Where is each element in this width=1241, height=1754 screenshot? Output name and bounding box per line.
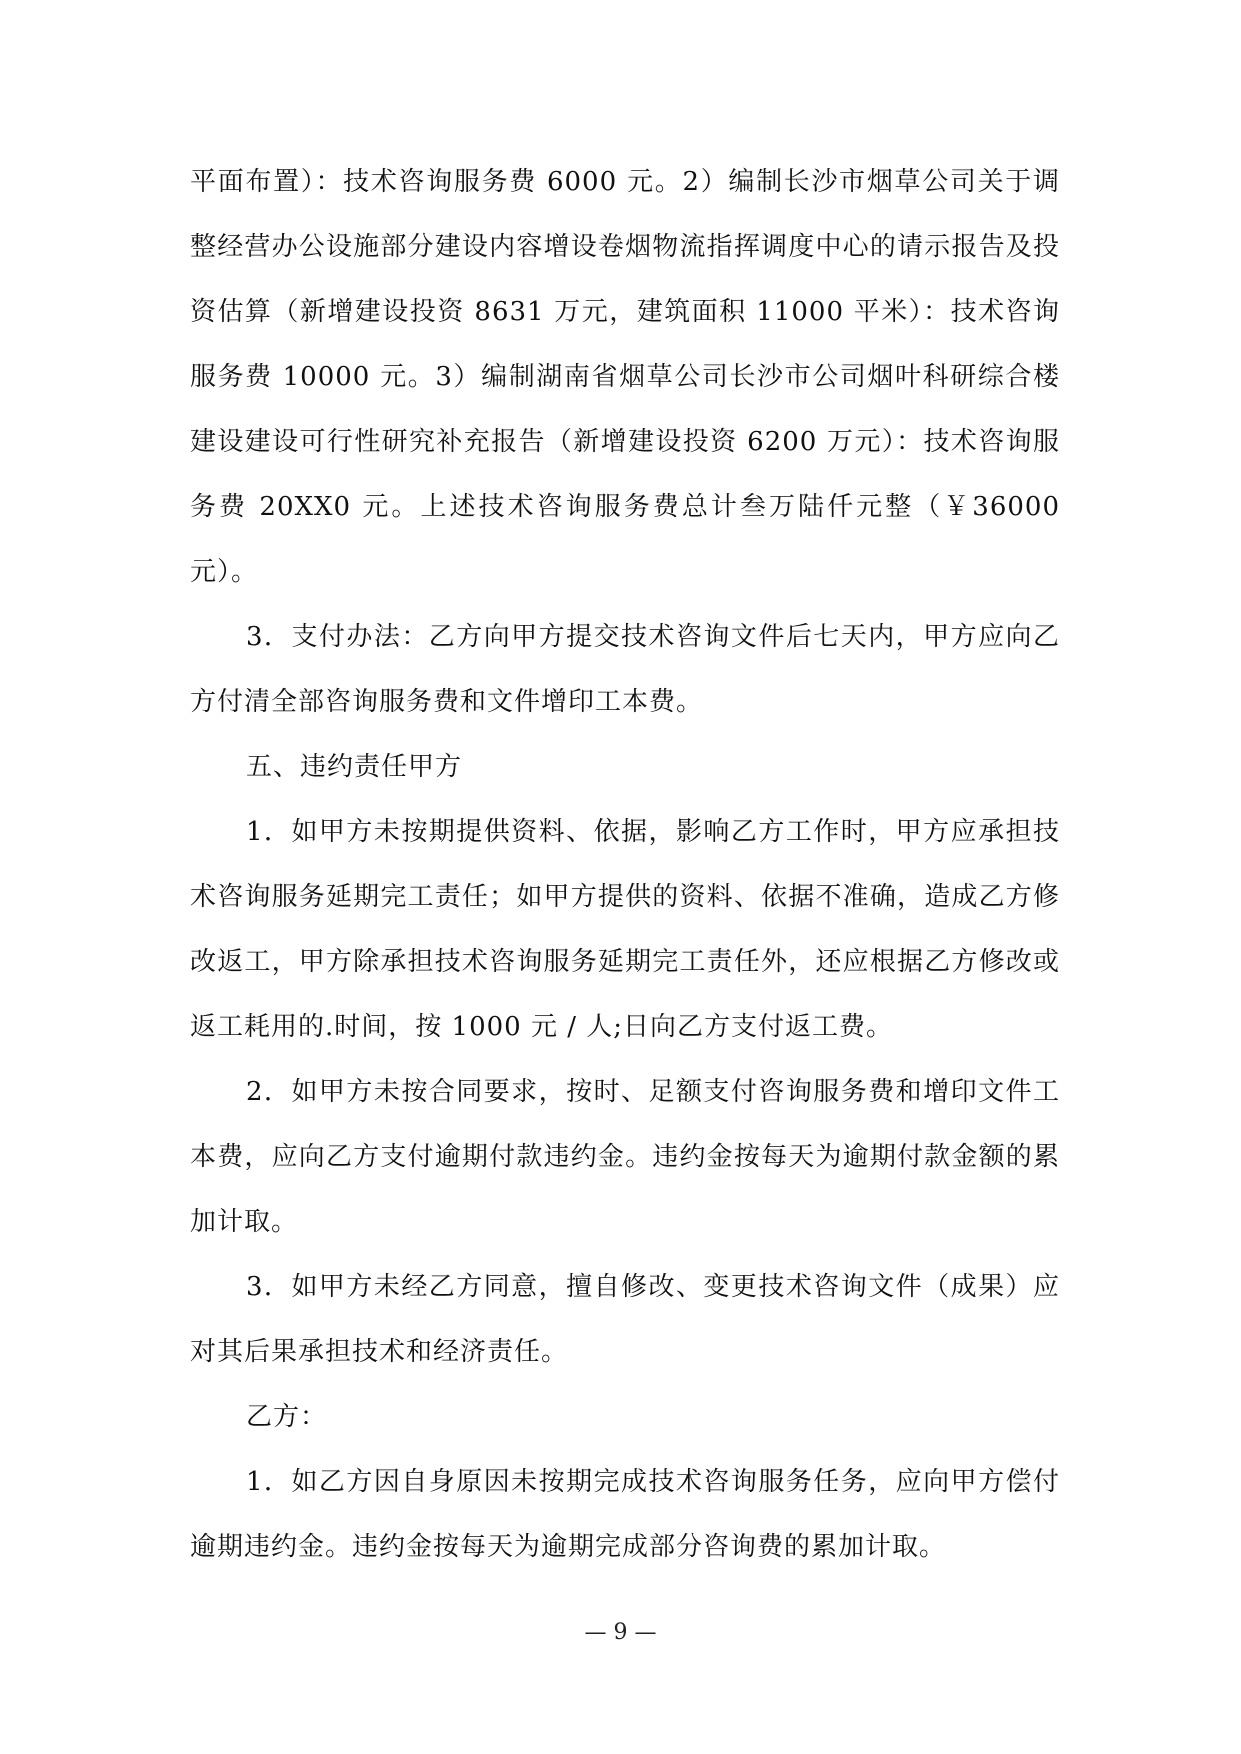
document-body (190, 150, 1060, 1580)
paragraph-payment-method: 3．支付办法：乙方向甲方提交技术咨询文件后七天内，甲方应向乙方付清全部咨询服务费和文件增印工本费。 (190, 622, 1060, 717)
section-heading-breach-party-a: 五、违约责任甲方 (246, 752, 463, 782)
page-number: — 9 — (584, 1620, 657, 1645)
paragraph-party-a-clause-3: 3．如甲方未经乙方同意，擅自修改、变更技术咨询文件（成果）应对其后果承担技术和经济责任。 (190, 1272, 1060, 1367)
paragraph-party-b-clause-1: 1．如乙方因自身原因未按期完成技术咨询服务任务，应向甲方偿付逾期违约金。违约金按每天为逾期完成部分咨询费的累加计取。 (190, 1467, 1060, 1562)
paragraph-fee-details: 平面布置）：技术咨询服务费 6000 元。2）编制长沙市烟草公司关于调整经营办公设施部分建设内容增设卷烟物流指挥调度中心的请示报告及投资估算（新增建设投资 8631 万元，建筑面积 11000 平米）：技术咨询服务费 10000 元。3）编制湖南省烟草公司长沙市公司烟叶科研综合楼建设建设可行性研究补充报告（新增建设投资 6200 万元）：技术咨询服务费 20XX0 元。上述技术咨询服务费总计叁万陆仟元整（￥36000 元）。 (190, 167, 1060, 587)
paragraph-party-a-clause-1: 1．如甲方未按期提供资料、依据，影响乙方工作时，甲方应承担技术咨询服务延期完工责任；如甲方提供的资料、依据不准确，造成乙方修改返工，甲方除承担技术咨询服务延期完工责任外，还应根据乙方修改或返工耗用的.时间，按 1000 元 / 人;日向乙方支付返工费。 (190, 817, 1060, 1042)
paragraph-party-a-clause-2: 2．如甲方未按合同要求，按时、足额支付咨询服务费和增印文件工本费，应向乙方支付逾期付款违约金。违约金按每天为逾期付款金额的累加计取。 (190, 1077, 1060, 1237)
section-heading-party-b: 乙方： (246, 1402, 328, 1432)
